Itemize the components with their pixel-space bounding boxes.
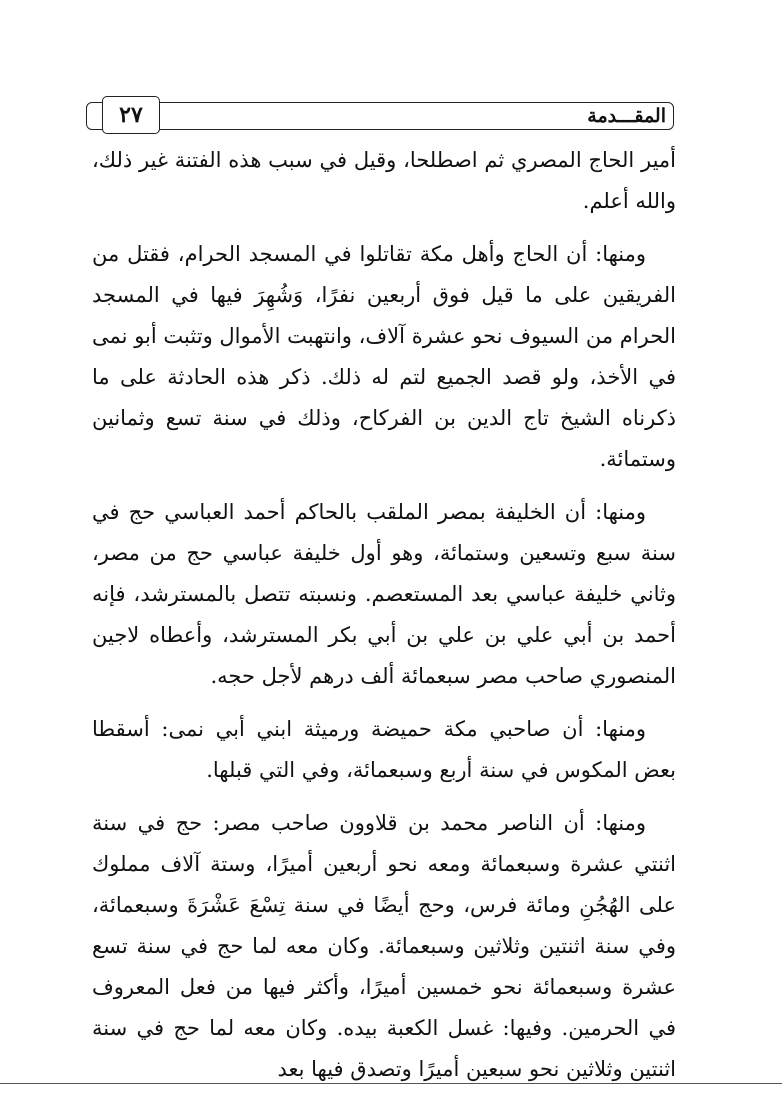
paragraph-1: أمير الحاج المصري ثم اصطلحا، وقيل في سبب هذه الفتنة غير ذلك، والله أعلم. <box>92 148 676 213</box>
paragraph-4: ومنها: أن صاحبي مكة حميضة ورميثة ابني أبي نمى: أسقطا بعض المكوس في سنة أربع وسبعمائة، وفي التي قبلها. <box>92 717 676 782</box>
text-body <box>92 140 676 1102</box>
running-title: المقـــدمة <box>587 105 666 127</box>
page-number: ٢٧ <box>102 96 160 134</box>
footer-rule <box>0 1083 782 1084</box>
paragraph-5: ومنها: أن الناصر محمد بن قلاوون صاحب مصر: حج في سنة اثنتي عشرة وسبعمائة ومعه نحو أربعين أميرًا، وستة آلاف مملوك على الهُجُنِ ومائة فرس، وحج أيضًا في سنة تِسْعَ عَشْرَةَ وسبعمائة، وفي سنة اثنتين وثلاثين وسبعمائة. وكان معه لما حج في سنة تسع عشرة وسبعمائة نحو خمسين أميرًا، وأكثر فيها من فعل المعروف في الحرمين. وفيها: غسل الكعبة بيده. وكان معه لما حج في سنة اثنتين وثلاثين نحو سبعين أميرًا وتصدق فيها بعد <box>92 811 676 1081</box>
paragraph-2: ومنها: أن الحاج وأهل مكة تقاتلوا في المسجد الحرام، فقتل من الفريقين على ما قيل فوق أربعين نفرًا، وَشُهِرَ فيها في المسجد الحرام من السيوف نحو عشرة آلاف، وانتهبت الأموال وتثبت أبو نمى في الأخذ، ولو قصد الجميع لتم له ذلك. ذكر هذه الحادثة على ما ذكرناه الشيخ تاج الدين بن الفركاح، وذلك في سنة تسع وثمانين وستمائة. <box>92 242 676 471</box>
paragraph-3: ومنها: أن الخليفة بمصر الملقب بالحاكم أحمد العباسي حج في سنة سبع وتسعين وستمائة، وهو أول خليفة عباسي حج من مصر، وثاني خليفة عباسي بعد المستعصم. ونسبته تتصل بالمسترشد، فإنه أحمد بن أبي علي بن علي بن أبي بكر المسترشد، وأعطاه لاجين المنصوري صاحب مصر سبعمائة ألف درهم لأجل حجه. <box>92 500 676 688</box>
header-frame <box>86 102 674 130</box>
page-header <box>86 96 674 136</box>
